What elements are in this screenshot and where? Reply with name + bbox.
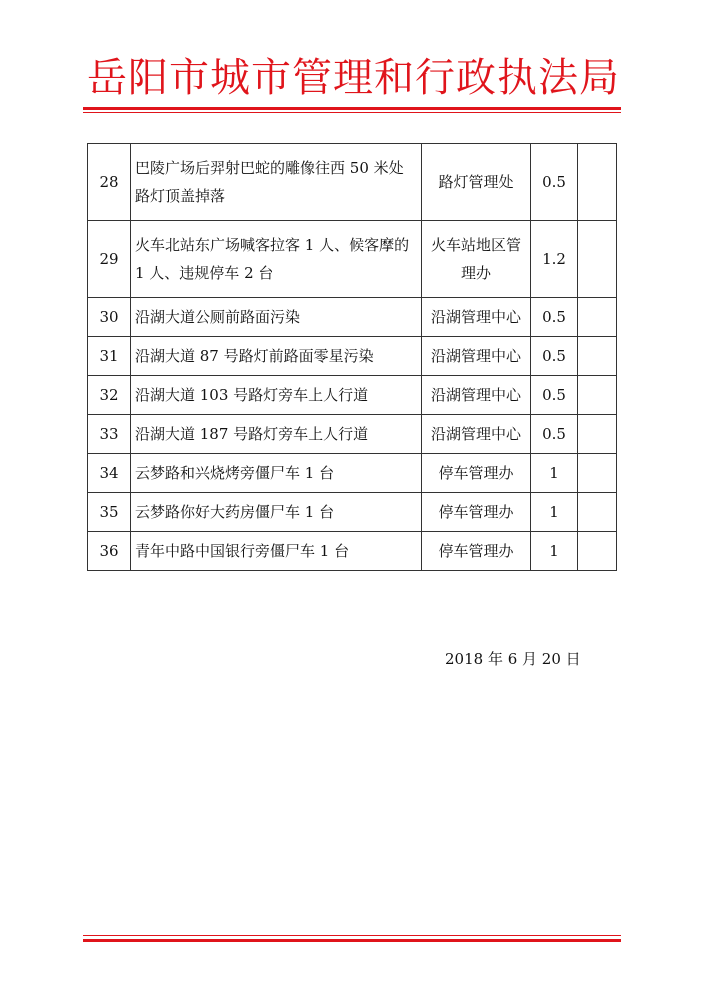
responsible-department: 沿湖管理中心: [422, 298, 531, 337]
document-date: 2018 年 6 月 20 日: [445, 650, 581, 668]
deduction-score: 0.5: [531, 144, 578, 221]
header-rule-thick: [83, 107, 621, 110]
table-row: [88, 298, 617, 337]
row-number: 29: [88, 221, 131, 298]
remarks-cell: [578, 376, 617, 415]
deduction-score: 1: [531, 532, 578, 571]
row-number: 34: [88, 454, 131, 493]
inspection-table: [87, 143, 617, 571]
table-row: [88, 221, 617, 298]
table-row: [88, 144, 617, 221]
remarks-cell: [578, 493, 617, 532]
remarks-cell: [578, 415, 617, 454]
issue-description: 火车北站东广场喊客拉客 1 人、候客摩的 1 人、违规停车 2 台: [131, 221, 422, 298]
remarks-cell: [578, 532, 617, 571]
header-rule-thin: [83, 112, 621, 113]
issue-description: 云梦路你好大药房僵尸车 1 台: [131, 493, 422, 532]
issue-description: 青年中路中国银行旁僵尸车 1 台: [131, 532, 422, 571]
table-row: [88, 376, 617, 415]
footer-rule-thin: [83, 935, 621, 936]
remarks-cell: [578, 144, 617, 221]
deduction-score: 1: [531, 493, 578, 532]
footer-rule-thick: [83, 939, 621, 942]
issue-description: 沿湖大道 103 号路灯旁车上人行道: [131, 376, 422, 415]
issue-description: 沿湖大道公厕前路面污染: [131, 298, 422, 337]
deduction-score: 0.5: [531, 298, 578, 337]
responsible-department: 路灯管理处: [422, 144, 531, 221]
deduction-score: 0.5: [531, 376, 578, 415]
deduction-score: 1: [531, 454, 578, 493]
issue-description: 云梦路和兴烧烤旁僵尸车 1 台: [131, 454, 422, 493]
row-number: 36: [88, 532, 131, 571]
responsible-department: 停车管理办: [422, 493, 531, 532]
table-row: [88, 337, 617, 376]
row-number: 30: [88, 298, 131, 337]
table-row: [88, 454, 617, 493]
table-row: [88, 532, 617, 571]
deduction-score: 1.2: [531, 221, 578, 298]
issue-description: 沿湖大道 187 号路灯旁车上人行道: [131, 415, 422, 454]
remarks-cell: [578, 337, 617, 376]
responsible-department: 沿湖管理中心: [422, 415, 531, 454]
issue-description: 巴陵广场后羿射巴蛇的雕像往西 50 米处路灯顶盖掉落: [131, 144, 422, 221]
document-title: 岳阳市城市管理和行政执法局: [87, 55, 620, 101]
responsible-department: 停车管理办: [422, 532, 531, 571]
table-row: [88, 493, 617, 532]
row-number: 32: [88, 376, 131, 415]
row-number: 31: [88, 337, 131, 376]
row-number: 28: [88, 144, 131, 221]
table-row: [88, 415, 617, 454]
deduction-score: 0.5: [531, 337, 578, 376]
row-number: 33: [88, 415, 131, 454]
responsible-department: 停车管理办: [422, 454, 531, 493]
responsible-department: 火车站地区管理办: [422, 221, 531, 298]
responsible-department: 沿湖管理中心: [422, 337, 531, 376]
remarks-cell: [578, 454, 617, 493]
responsible-department: 沿湖管理中心: [422, 376, 531, 415]
row-number: 35: [88, 493, 131, 532]
issue-description: 沿湖大道 87 号路灯前路面零星污染: [131, 337, 422, 376]
deduction-score: 0.5: [531, 415, 578, 454]
remarks-cell: [578, 298, 617, 337]
remarks-cell: [578, 221, 617, 298]
